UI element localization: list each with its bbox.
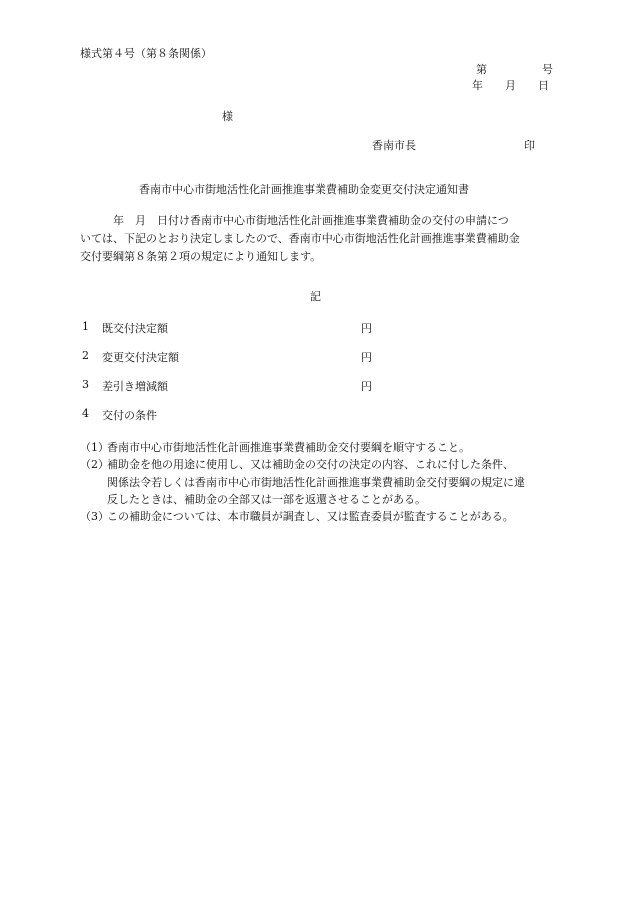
item-label: 変更交付決定額 <box>102 351 179 364</box>
item-label: 交付の条件 <box>102 409 157 422</box>
item-row <box>82 378 372 394</box>
item-label: 既交付決定額 <box>102 322 168 335</box>
condition-text: 補助金を他の用途に使用し、又は補助金の交付の決定の内容、これに付した条件、 <box>107 458 514 472</box>
item-number: 1 <box>82 320 89 333</box>
condition-number: （1） <box>80 441 109 454</box>
item-row <box>82 349 372 365</box>
condition-text: この補助金については、本市職員が調査し、又は監査委員が監査することがある。 <box>107 510 514 524</box>
form-number: 様式第４号（第８条関係） <box>80 47 212 60</box>
item-unit: 円 <box>361 380 372 393</box>
body-line: 年 月 日付け香南市中心市街地活性化計画推進事業費補助金の交付の申請につ <box>80 214 509 227</box>
condition-continuation <box>80 474 560 491</box>
item-unit: 円 <box>361 322 372 335</box>
condition-item <box>80 439 560 456</box>
document-title: 香南市中心市街地活性化計画推進事業費補助金変更交付決定通知書 <box>139 183 469 196</box>
item-label: 差引き増減額 <box>102 380 168 393</box>
seal-mark: 印 <box>524 139 535 152</box>
ki-heading: 記 <box>310 290 321 303</box>
document-number: 第 号 <box>476 63 553 76</box>
addressee-suffix: 様 <box>222 110 233 123</box>
condition-item <box>80 508 560 525</box>
item-row <box>82 320 372 336</box>
condition-continuation <box>80 491 560 508</box>
item-number: 2 <box>82 349 89 362</box>
condition-number: （2） <box>80 458 109 472</box>
condition-text: 関係法令若しくは香南市中心市街地活性化計画推進事業費補助金交付要綱の規定に違 <box>107 475 525 489</box>
conditions-list <box>80 439 560 525</box>
condition-number: （3） <box>80 510 109 524</box>
item-number: 3 <box>82 378 89 391</box>
condition-text: 香南市中心市街地活性化計画推進事業費補助金交付要綱を順守すること。 <box>107 441 470 454</box>
item-number: 4 <box>82 407 89 420</box>
item-row <box>82 407 372 423</box>
issuer-name: 香南市長 <box>372 139 416 152</box>
condition-item <box>80 456 560 473</box>
body-line: 交付要綱第８条第２項の規定により通知します。 <box>80 250 322 263</box>
body-line: いては、下記のとおり決定しましたので、香南市中心市街地活性化計画推進事業費補助金 <box>80 232 520 245</box>
item-unit: 円 <box>361 351 372 364</box>
issue-date: 年 月 日 <box>472 79 549 92</box>
condition-text: 反したときは、補助金の全部又は一部を返還させることがある。 <box>107 492 426 506</box>
notice-body <box>80 212 550 266</box>
